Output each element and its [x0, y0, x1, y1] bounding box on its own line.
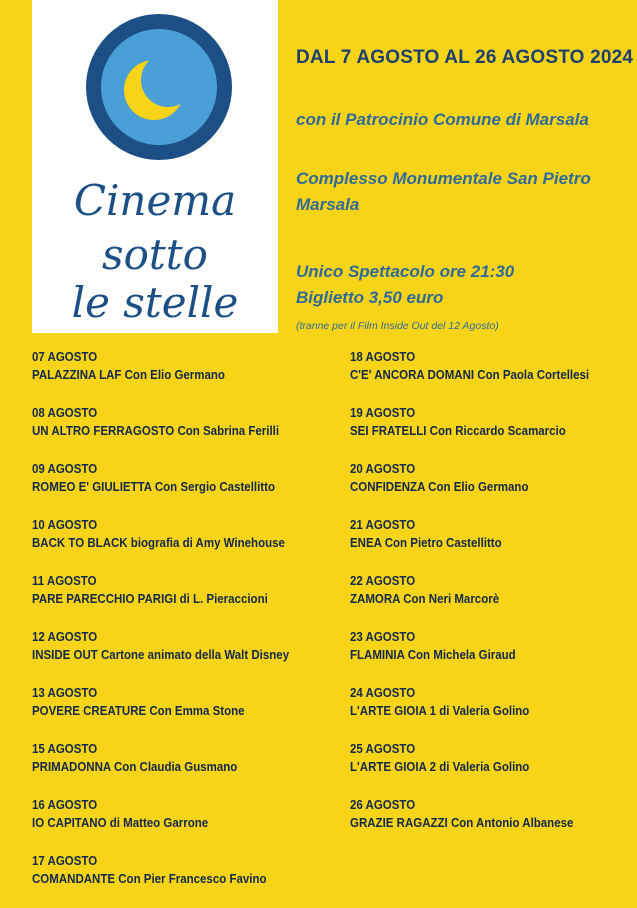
schedule-entry [350, 796, 610, 852]
entry-date: 12 AGOSTO [32, 630, 98, 644]
entry-date: 09 AGOSTO [32, 462, 98, 476]
entry-title: UN ALTRO FERRAGOSTO Con Sabrina Ferilli [32, 424, 280, 438]
entry-title: PRIMADONNA Con Claudia Gusmano [32, 760, 238, 774]
entry-date: 19 AGOSTO [350, 406, 416, 420]
schedule-entry [350, 460, 610, 516]
entry-title: CONFIDENZA Con Elio Germano [350, 480, 529, 494]
entry-title: INSIDE OUT Cartone animato della Walt Disney [32, 648, 290, 662]
event-dates: DAL 7 AGOSTO AL 26 AGOSTO 2024 [296, 47, 634, 68]
entry-date: 16 AGOSTO [32, 798, 98, 812]
schedule-entry [32, 348, 311, 404]
schedule-left-column [32, 348, 311, 908]
logo-text-line2: sotto [102, 230, 208, 279]
schedule-entry [350, 516, 610, 572]
entry-title: POVERE CREATURE Con Emma Stone [32, 704, 245, 718]
entry-date: 26 AGOSTO [350, 798, 416, 812]
logo-panel [32, 0, 278, 333]
entry-title: PARE PARECCHIO PARIGI di L. Pieraccioni [32, 592, 268, 606]
schedule-entry [32, 404, 311, 460]
entry-title: L'ARTE GIOIA 1 di Valeria Golino [350, 704, 530, 718]
venue-line2: Marsala [296, 195, 360, 214]
entry-title: C'E' ANCORA DOMANI Con Paola Cortellesi [350, 368, 590, 382]
schedule-entry [32, 460, 311, 516]
entry-title: COMANDANTE Con Pier Francesco Favino [32, 872, 267, 886]
schedule-entry [350, 684, 610, 740]
entry-date: 21 AGOSTO [350, 518, 416, 532]
entry-date: 20 AGOSTO [350, 462, 416, 476]
entry-date: 11 AGOSTO [32, 574, 97, 588]
schedule-entry [32, 516, 311, 572]
show-time: Unico Spettacolo ore 21:30 [296, 262, 515, 281]
logo-text-line1: Cinema [73, 176, 237, 225]
show-info [296, 259, 626, 311]
entry-title: ROMEO E' GIULIETTA Con Sergio Castellitto [32, 480, 275, 494]
venue-block [296, 166, 626, 218]
moon-logo-icon [84, 12, 234, 162]
schedule-entry [350, 348, 610, 404]
schedule-entry [350, 404, 610, 460]
entry-date: 25 AGOSTO [350, 742, 416, 756]
entry-title: IO CAPITANO di Matteo Garrone [32, 816, 209, 830]
ticket-note: (tranne per il Film Inside Out del 12 Agosto) [296, 320, 499, 332]
schedule-right-column [350, 348, 610, 852]
entry-date: 23 AGOSTO [350, 630, 416, 644]
entry-title: GRAZIE RAGAZZI Con Antonio Albanese [350, 816, 574, 830]
schedule-entry [32, 628, 311, 684]
schedule-entry [32, 572, 311, 628]
patrocinio-text: con il Patrocinio Comune di Marsala [296, 110, 589, 129]
schedule-entry [32, 740, 311, 796]
entry-title: BACK TO BLACK biografia di Amy Winehouse [32, 536, 285, 550]
entry-date: 22 AGOSTO [350, 574, 416, 588]
entry-title: ENEA Con Pietro Castellitto [350, 536, 502, 550]
entry-date: 07 AGOSTO [32, 350, 98, 364]
entry-date: 17 AGOSTO [32, 854, 98, 868]
ticket-price: Biglietto 3,50 euro [296, 288, 444, 307]
entry-title: PALAZZINA LAF Con Elio Germano [32, 368, 225, 382]
entry-title: L'ARTE GIOIA 2 di Valeria Golino [350, 760, 530, 774]
entry-date: 24 AGOSTO [350, 686, 416, 700]
schedule-entry [350, 628, 610, 684]
entry-title: SEI FRATELLI Con Riccardo Scamarcio [350, 424, 566, 438]
schedule-entry [350, 740, 610, 796]
entry-title: ZAMORA Con Neri Marcorè [350, 592, 500, 606]
logo-text-line3: le stelle [71, 278, 239, 327]
schedule-entry [32, 684, 311, 740]
schedule-entry [350, 572, 610, 628]
entry-date: 13 AGOSTO [32, 686, 98, 700]
entry-date: 18 AGOSTO [350, 350, 416, 364]
venue-line1: Complesso Monumentale San Pietro [296, 169, 591, 188]
schedule-entry [32, 796, 311, 852]
entry-date: 15 AGOSTO [32, 742, 98, 756]
entry-title: FLAMINIA Con Michela Giraud [350, 648, 516, 662]
entry-date: 08 AGOSTO [32, 406, 98, 420]
entry-date: 10 AGOSTO [32, 518, 98, 532]
